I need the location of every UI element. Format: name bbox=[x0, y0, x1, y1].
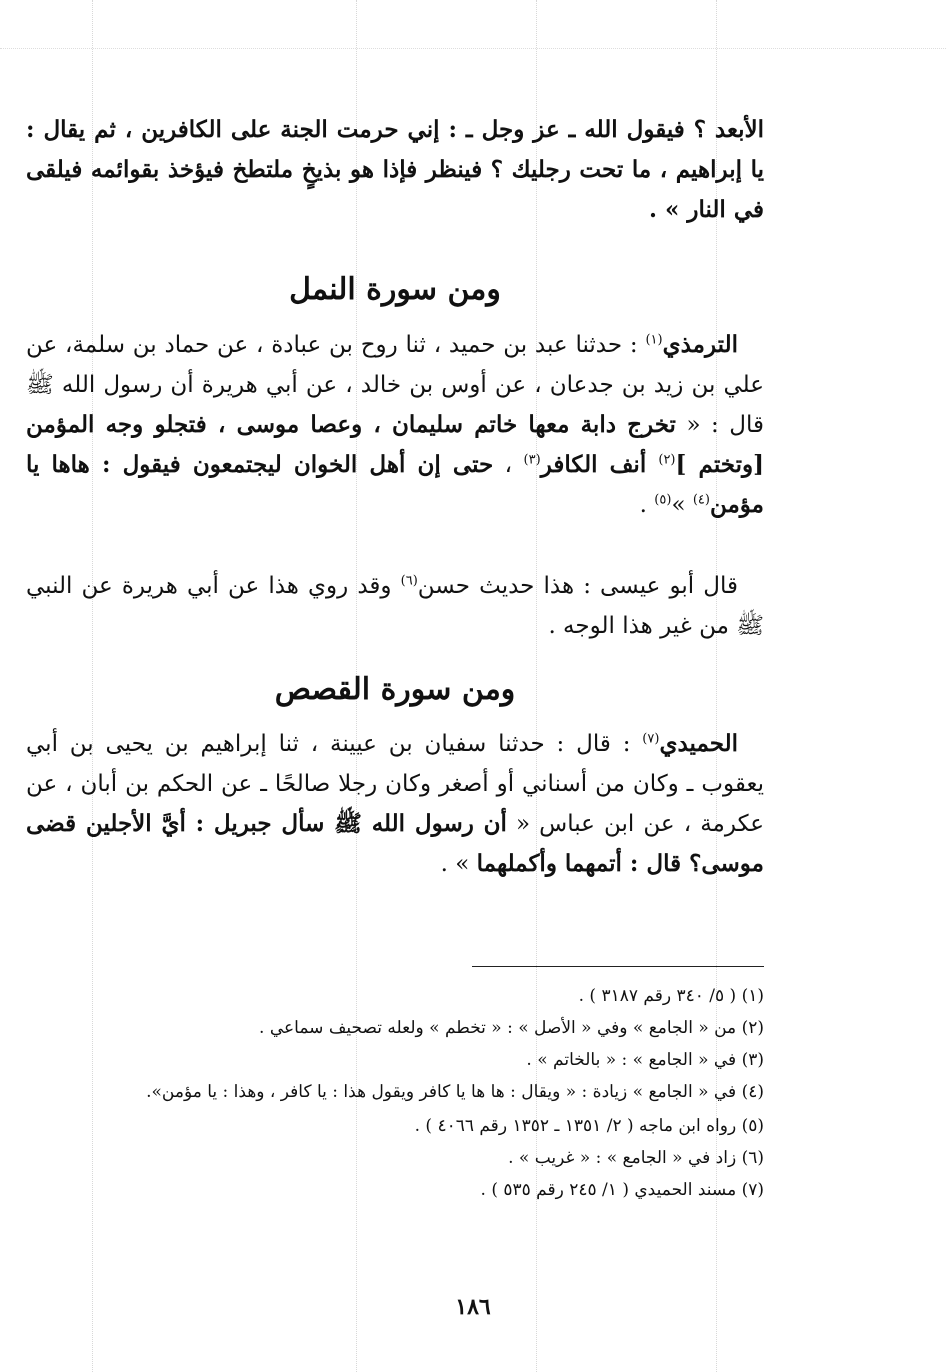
main-text-block-1 bbox=[26, 110, 764, 230]
scan-guide-line bbox=[0, 48, 946, 49]
footnote-4: (٤) في « الجامع » زيادة : « ويقال : ها ها يا كافر ويقول هذا : يا كافر ، وهذا : يا مؤمن». bbox=[146, 1082, 764, 1102]
footnote-ref: (٣) bbox=[523, 452, 541, 468]
section-heading-naml: ومن سورة النمل bbox=[289, 272, 501, 307]
abu-isa-comment bbox=[26, 566, 764, 646]
footnote-5: (٥) رواه ابن ماجه ( ٢/ ١٣٥١ ـ ١٣٥٢ رقم ٤٠٦٦ ) . bbox=[414, 1116, 764, 1136]
footnote-ref: (٥) bbox=[654, 492, 672, 508]
main-text-block-4 bbox=[26, 724, 764, 884]
main-text-block-3 bbox=[26, 566, 764, 646]
comment-text: قال أبو عيسى : هذا حديث حسن bbox=[417, 573, 738, 599]
footnote-separator bbox=[472, 966, 764, 967]
footnote-6: (٦) زاد في « الجامع » : « غريب » . bbox=[508, 1148, 764, 1168]
footnote-3: (٣) في « الجامع » : « بالخاتم » . bbox=[526, 1050, 764, 1070]
closing-text: » . bbox=[440, 851, 477, 877]
footnote-1: (١) ( ٥/ ٣٤٠ رقم ٣١٨٧ ) . bbox=[578, 986, 764, 1006]
footnote-ref: (٤) bbox=[692, 492, 710, 508]
matn-text: أنف الكافر bbox=[540, 451, 659, 478]
footnote-7: (٧) مسند الحميدي ( ١/ ٢٤٥ رقم ٥٣٥ ) . bbox=[480, 1180, 764, 1200]
footnote-ref: (٧) bbox=[642, 731, 660, 747]
footnote-ref: (٦) bbox=[400, 573, 418, 589]
footnotes bbox=[26, 982, 764, 1204]
section-heading-qasas: ومن سورة القصص bbox=[274, 672, 516, 707]
narrator-lead: الحميدي bbox=[659, 730, 738, 757]
section-heading-block bbox=[26, 272, 764, 307]
paragraph-continuation: الأبعد ؟ فيقول الله ـ عز وجل ـ : إني حرمت الجنة على الكافرين ، ثم يقال : يا إبراهيم ، ما تحت رجليك ؟ فينظر فإذا هو بذيخٍ ملتطخ فيؤخذ بقوائمه فيلقى في النار » . bbox=[26, 116, 764, 223]
matn-text: تخرج دابة معها خاتم سليمان ، وعصا موسى ، فتجلو وجه المؤمن [وتختم ] bbox=[26, 411, 764, 478]
narrator-lead: الترمذي bbox=[662, 331, 739, 358]
matn-text: أن رسول الله ﷺ سأل جبريل : أيَّ الأجلين قضى موسى؟ قال : أتمهما وأكملهما bbox=[26, 810, 764, 877]
page-number: ١٨٦ bbox=[455, 1294, 491, 1320]
closing-text: . bbox=[639, 492, 655, 518]
footnote-ref: (١) bbox=[645, 332, 663, 348]
closing-quote: » bbox=[671, 492, 693, 518]
isnad-text: : قال : حدثنا سفيان بن عيينة ، ثنا إبراهيم بن يحيى بن أبي يعقوب ـ وكان من أسناني أو أصغر وكان رجلا صالحًا ـ عن الحكم بن أبان ، عن عكرمة ، عن ابن عباس « bbox=[26, 731, 764, 837]
hadith-tirmidhi bbox=[26, 325, 764, 525]
isnad-text: : حدثنا عبد بن حميد ، ثنا روح بن عبادة ، عن حماد بن سلمة، عن علي بن زيد بن جدعان ، عن أوس بن خالد ، عن أبي هريرة أن رسول الله ﷺ قال : « bbox=[26, 332, 765, 438]
hadith-humaydi bbox=[26, 724, 764, 884]
main-text-block-2 bbox=[26, 325, 764, 525]
footnote-ref: (٢) bbox=[658, 452, 676, 468]
matn-text: حتى إن أهل الخوان ليجتمعون فيقول : هاها يا مؤمن bbox=[26, 451, 764, 518]
separator-text: ، bbox=[493, 452, 524, 478]
comment-text: وقد روي هذا عن أبي هريرة عن النبي ﷺ من غير هذا الوجه . bbox=[26, 573, 764, 639]
footnote-2: (٢) من « الجامع » وفي « الأصل » : « تخطم » ولعله تصحيف سماعي . bbox=[259, 1018, 764, 1038]
section-heading-block bbox=[26, 672, 764, 707]
